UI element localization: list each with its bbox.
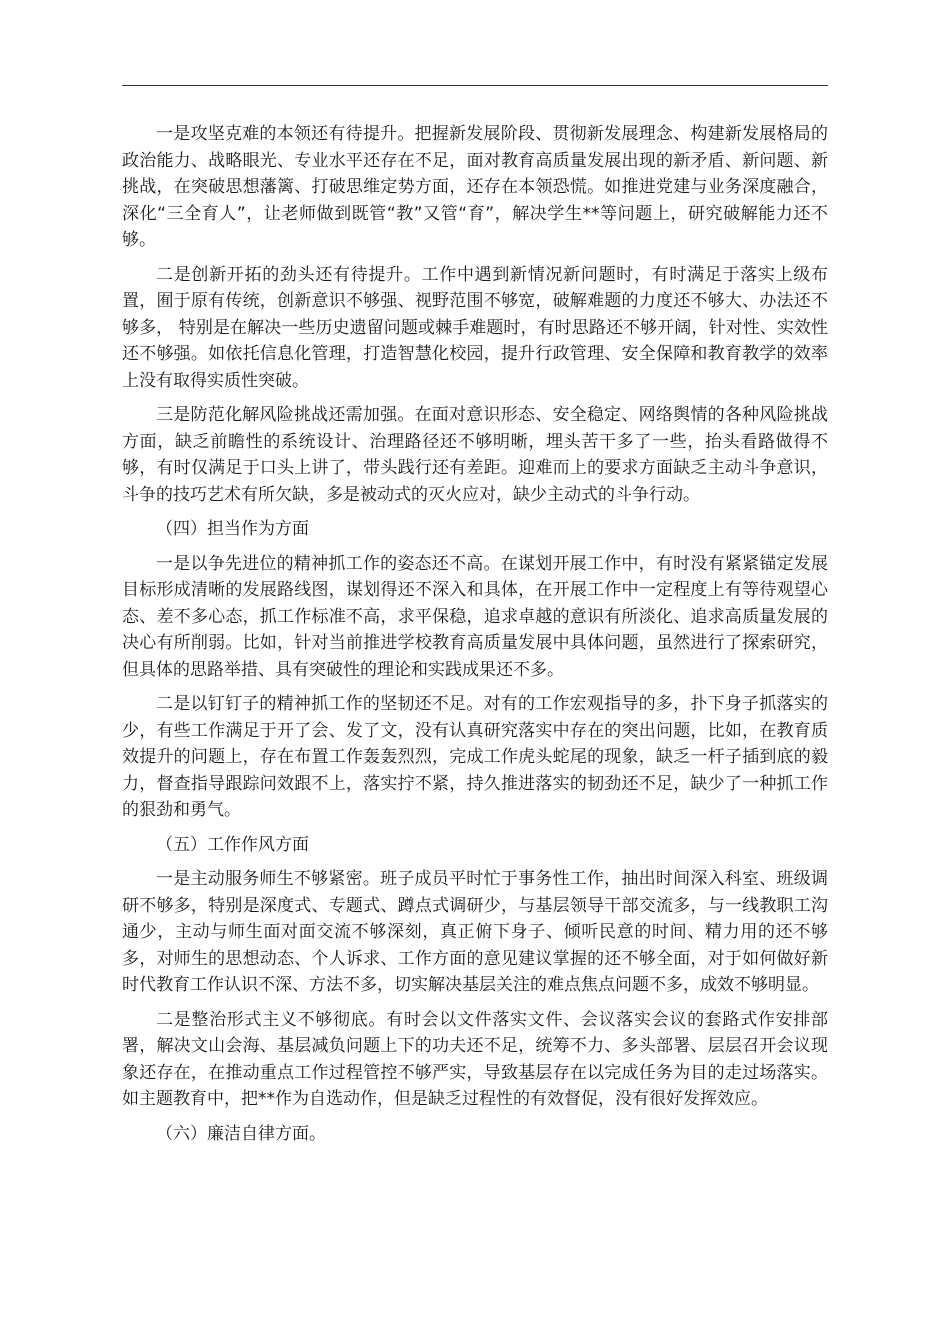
paragraph-3: 三是防范化解风险挑战还需加强。在面对意识形态、安全稳定、网络舆情的各种风险挑战方面，缺乏前瞻性的系统设计、治理路径还不够明晰，埋头苦干多了一些，抬头看路做得不够，有时仅满足于口头上讲了，带头践行还有差距。迎难而上的要求方面缺乏主动斗争意识，斗争的技巧艺术有所欠缺，多是被动式的灭火应对，缺少主动式的斗争行动。 [122,405,828,505]
document-body [122,121,828,1155]
paragraph-5: 二是以钉钉子的精神抓工作的坚韧还不足。对有的工作宏观指导的多，扑下身子抓落实的少，有些工作满足于开了会、发了文，没有认真研究落实中存在的突出问题，比如，在教育质效提升的问题上，存在布置工作轰轰烈烈，完成工作虎头蛇尾的现象，缺乏一杆子插到底的毅力，督查指导跟踪问效跟不上，落实拧不紧，持久推进落实的韧劲还不足，缺少了一种抓工作的狠劲和勇气。 [122,694,828,820]
paragraph-1: 一是攻坚克难的本领还有待提升。把握新发展阶段、贯彻新发展理念、构建新发展格局的政治能力、战略眼光、专业水平还存在不足，面对教育高质量发展出现的新矛盾、新问题、新挑战，在突破思想藩篱、打破思维定势方面，还存在本领恐慌。如推进党建与业务深度融合，深化“三全育人”，让老师做到既管“教”又管“育”，解决学生**等问题上，研究破解能力还不够。 [122,124,828,250]
header-divider [122,85,828,86]
section-heading-4: （四）担当作为方面 [156,519,309,539]
section-heading-5: （五）工作作风方面 [156,834,309,855]
paragraph-2: 二是创新开拓的劲头还有待提升。工作中遇到新情况新问题时，有时满足于落实上级布置，囿于原有传统，创新意识不够强、视野范围不够宽，破解难题的力度还不够大、办法还不够多， 特别是在解决一些历史遗留问题或棘手难题时，有时思路还不够开阔，针对性、实效性还不够强。如依托信息化管理，打造智慧化校园，提升行政管理、安全保障和教育教学的效率上没有取得实质性突破。 [122,264,828,391]
paragraph-7: 二是整治形式主义不够彻底。有时会以文件落实文件、会议落实会议的套路式作安排部署，解决文山会海、基层减负问题上下的功夫还不足，统筹不力、多头部署、层层召开会议现象还存在，在推动重点工作过程管控不够严实，导致基层存在以完成任务为目的走过场落实。如主题教育中，把**作为自选动作，但是缺乏过程性的有效督促，没有很好发挥效应。 [122,1009,828,1109]
paragraph-6: 一是主动服务师生不够紧密。班子成员平时忙于事务性工作，抽出时间深入科室、班级调研不够多，特别是深度式、专题式、蹲点式调研少，与基层领导干部交流多，与一线教职工沟通少，主动与师生面对面交流不够深刻，真正俯下身子、倾听民意的时间、精力用的还不够多，对师生的思想动态、个人诉求、工作方面的意见建议掌握的还不够全面，对于如何做好新时代教育工作认识不深、方法不多，切实解决基层关注的难点焦点问题不多，成效不够明显。 [122,869,828,995]
section-heading-6: （六）廉洁自律方面。 [156,1123,326,1144]
paragraph-4: 一是以争先进位的精神抓工作的姿态还不高。在谋划开展工作中，有时没有紧紧锚定发展目标形成清晰的发展路线图，谋划得还不深入和具体，在开展工作中一定程度上有等待观望心态、差不多心态，抓工作标准不高，求平保稳，追求卓越的意识有所淡化、追求高质量发展的决心有所削弱。比如，针对当前推进学校教育高质量发展中具体问题，虽然进行了探索研究，但具体的思路举措、具有突破性的理论和实践成果还不多。 [122,553,828,680]
